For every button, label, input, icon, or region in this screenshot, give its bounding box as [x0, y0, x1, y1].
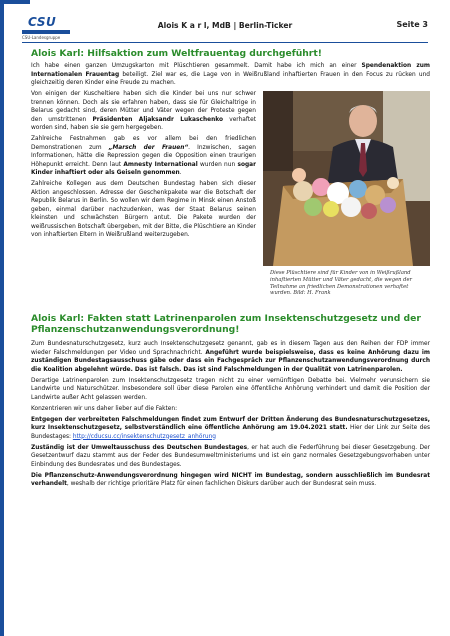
text: Von einigen der Kuscheltiere haben sich die Kinder bei uns nur schwer trennen können. Doch als sie erfahren haben, dass sie für Gleichaltrige in Belarus gedacht sind, deren Mütter und Väter wegen der Proteste gegen den umstrittenen [31, 89, 256, 123]
text-bold: Angeführt wurde beispielsweise, dass es keine Anhörung dazu im zuständigen Bundestagsausschuss gäbe oder dass ein Fachgespräch zur Pflanzenschutzanwendungsverordnung durch die Koalition abgelehnt würde. Das ist falsch. Das ist sind Falschmeldungen in der Qualität von Latrinenparolen. [31, 347, 430, 373]
photo-caption: Diese Plüschtiere sind für Kinder von in Weißrußland inhaftierten Mütter und Väter gedacht, die wegen der Teilnahme an friedlichen Demonstrationen verhaftet wurden. Bild: H. Frank [270, 270, 413, 297]
text-bold: Zuständig ist der Umweltausschuss des Deutschen Bundestages [31, 442, 248, 451]
text: Zum Bundesnaturschutzgesetz, kurz auch Insektenschutzgesetz genannt, gab es in diesem Tagen aus den Reihen der FDP immer wieder Falschmeldungen per Video und Sprachnachricht. [31, 339, 430, 356]
article-1-intro [31, 61, 430, 87]
text: . [179, 168, 182, 176]
bundestag-link[interactable]: http://cducsu.cc/insektenschutzgesetz_anhörung [72, 431, 216, 440]
article-1-text-column [31, 89, 256, 241]
page-accent-top [0, 0, 30, 4]
text: wurden nun [197, 159, 238, 168]
text-bold: Die Pflanzenschutz-Anwendungsverordnung hingegen wird NICHT im Bundestag, sondern ausschließlich im Bundesrat verhandelt [31, 470, 430, 487]
article-weltfrauentag [31, 48, 430, 309]
page-content [31, 48, 430, 490]
article-1-para-3 [31, 134, 256, 177]
article-1-para-4: Zahlreiche Kollegen aus dem Deutschen Bundestag haben sich dieser Aktion angeschlossen. Adresse der Geschenkpakete war die Botschaft der Republik Belarus in Berlin. So wollen wir dem Regime in Minsk einen Anstoß geben, einmal darüber nachzudenken, was der Staat Belarus seinen kleinsten und schwächsten Bürgern antut. Die Pakete wurden der weißrussischen Botschaft übergeben, mit der Bitte, die Plüschtiere an Kinder von inhaftierten Eltern in Weißrußland weiterzugeben. [31, 179, 256, 238]
text: Ich habe einen ganzen Umzugskarton mit Plüschtieren gesammelt. Damit habe ich mich an einer [31, 61, 362, 69]
header-title: Alois K a r l, MdB | Berlin-Ticker [157, 21, 293, 30]
page-number: Seite 3 [396, 20, 428, 29]
article-2-para-6 [31, 471, 430, 488]
article-2-para-4 [31, 415, 430, 441]
text: . Inzwischen, sagen Informationen, hätte die Repression gegen die Opposition einen traurigen Höhepunkt erreicht. Denn laut [31, 142, 257, 168]
article-2-para-1 [31, 339, 430, 373]
article-2-para-5 [31, 443, 430, 469]
text-bold: sogar Kinder inhaftiert oder als Geiseln genommen [31, 159, 256, 176]
article-2-para-2: Derartige Latrinenparolen zum Insektenschutzgesetz tragen nicht zu einer vernünftigen Debatte bei. Vielmehr verunsichern sie Landwirte und Naturschützer. Insbesondere soll über diese Parolen eine öffentliche Anhörung verhindert und damit die Position der Landwirte außer Acht gelassen werden. [31, 375, 430, 401]
text: Zahlreiche Festnahmen gab es vor allem bei den friedlichen Demonstrationen zum [31, 134, 256, 151]
text-bold: Präsidenten Aljaksandr Lukaschenko [92, 114, 223, 123]
logo-subtitle: CSU-Landesgruppe [22, 35, 61, 40]
text-bold-italic: „Marsch der Frauen“ [108, 142, 189, 151]
page-accent-bar [0, 0, 4, 636]
text: , weshalb der richtige prioritäre Platz für einen fachlichen Diskurs darüber auch der Bundesrat sein muss. [66, 479, 377, 487]
logo-text: CSU [28, 15, 57, 29]
article-insektenschutz [31, 313, 430, 488]
text-bold: Amnesty International [123, 159, 198, 168]
header-divider [22, 42, 428, 43]
text-bold: Entgegen der verbreiteten Falschmeldungen findet zum Entwurf der Dritten Änderung des Bundesnaturschutzgesetzes, kurz Insektenschutzgesetz, selbstverständlich eine öffentliche Anhörung am 19.04.2021 statt. [31, 414, 430, 431]
text: verhaftet worden sind, haben sie sie gern hergegeben. [31, 114, 256, 131]
article-1-headline: Alois Karl: Hilfsaktion zum Weltfrauentag durchgeführt! [31, 48, 322, 59]
article-2-headline: Alois Karl: Fakten statt Latrinenparolen zum Insektenschutzgesetz und der Pflanzenschutzanwendungsverordnung! [31, 313, 421, 335]
text: beteiligt. Ziel war es, die Lage von in Weißrußland inhaftierten Frauen in den Focus zu rücken und gleichzeitig deren Kinder eine Freude zu machen. [31, 69, 430, 86]
text-bold: Spendenaktion zum Internationalen Frauentag [31, 61, 430, 78]
text: Hier der Link zur Seite des Bundestages: [31, 423, 430, 440]
page-header [22, 15, 428, 43]
logo-bar [22, 30, 70, 34]
article-1-photo [263, 91, 430, 266]
article-2-para-3: Konzentrieren wir uns daher lieber auf die Fakten: [31, 403, 178, 412]
article-1-body [31, 89, 430, 309]
photo-illustration [263, 91, 430, 266]
text: , er hat auch die Federführung bei dieser Gesetzgebung. Der Gesetzentwurf dazu stammt aus der Feder des Bundesumweltministeriums und ist ein ganz normales Gesetzgebungsvorhaben unter Einbindung des Bundesrates und des Bundestages. [31, 442, 430, 468]
article-1-para-2 [31, 89, 256, 132]
